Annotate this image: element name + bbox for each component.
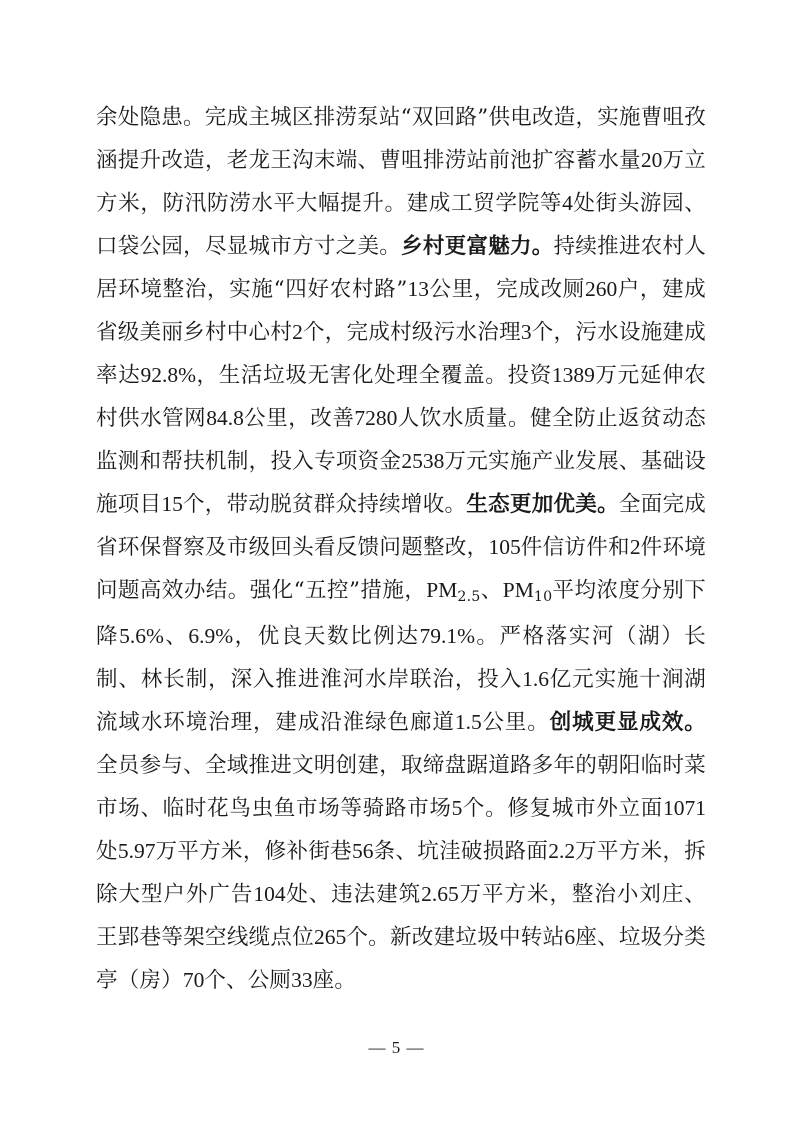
body-text: 、: [480, 578, 503, 603]
body-number: 56: [351, 839, 374, 863]
body-number: 13: [407, 277, 430, 301]
body-text: 个。修复城市外立面: [462, 796, 663, 821]
body-text: 、: [163, 624, 189, 649]
body-text: 户，建成省级美丽乡村中心村: [96, 277, 706, 345]
page-number: — 5 —: [368, 1038, 425, 1057]
body-number: 33: [291, 968, 313, 992]
body-text: 个，污水设施建成率达: [96, 320, 706, 388]
body-number: 260: [584, 277, 618, 301]
body-text: 公里，改善: [243, 406, 355, 431]
body-text: 件信访件和: [520, 535, 630, 560]
body-text: 万元延伸农村供水管网: [96, 363, 706, 431]
body-number: 92.8%: [140, 363, 196, 387]
body-number: 1071: [663, 796, 706, 820]
body-text: 座。: [312, 968, 357, 993]
body-text: 件环境问题高效办结。强化“五控”措施，: [96, 535, 706, 603]
body-text: 万平方米，拆除大型户外广告: [96, 839, 706, 907]
body-number: 7280: [354, 406, 398, 430]
body-number: 6.9%: [188, 624, 234, 648]
body-text: 个，带动脱贫群众持续增收。: [182, 492, 467, 517]
body-text: 万平方米，修补街巷: [155, 839, 352, 864]
body-emphasis: 乡村更富魅力。: [401, 234, 554, 259]
body-number: 5: [451, 796, 463, 820]
body-number: 15: [161, 492, 183, 516]
body-number: 104: [253, 882, 286, 906]
body-text: 全面完成省环保督察及市级回头看反馈问题整改，: [96, 492, 706, 560]
body-text: 座、垃圾分类亭（房）: [96, 925, 706, 993]
body-text: 万元实施产业发展、基础设施项目: [96, 449, 706, 517]
body-text: 万立方米，防汛防涝水平大幅提升。建成工贸学院等: [96, 148, 706, 216]
body-emphasis: 生态更加优美。: [466, 492, 619, 517]
body-subscript: 2.5: [457, 588, 481, 605]
body-number: 5.97: [117, 839, 156, 863]
body-number: 1.6: [522, 667, 549, 691]
body-number: 6: [564, 925, 576, 949]
body-number: 5.6%: [119, 624, 164, 648]
body-number: 2.2: [548, 839, 576, 863]
body-text: 亿元实施十涧湖流域水环境治理，建成沿淮绿色廊道: [96, 667, 706, 735]
body-text: ，优良天数比例达: [233, 624, 420, 649]
body-text: 条、坑洼破损路面: [373, 839, 549, 864]
body-text: 平均浓度分别下降: [96, 578, 706, 649]
body-number: 1.5: [454, 710, 482, 734]
body-number: 20: [640, 148, 663, 172]
body-text: 处: [96, 839, 118, 864]
body-number: 4: [562, 191, 573, 215]
body-text: 万平方米，整治小刘庄、王郢巷等架空线缆点位: [96, 882, 706, 950]
body-text: 余处隐患。完成主城区排涝泵站“双回路”供电改造，实施曹咀孜涵提升改造，老龙王沟末端、曹咀排涝站前池扩容蓄水量: [96, 105, 706, 173]
body-number: 2.65: [421, 882, 459, 906]
body-text: 持续推进农村人居环境整治，实施“四好农村路”: [96, 234, 707, 302]
body-number: PM: [426, 578, 458, 602]
body-text: 个。新改建垃圾中转站: [346, 925, 565, 950]
body-number: 2538: [401, 449, 445, 473]
body-text: 全员参与、全域推进文明创建，取缔盘踞道路多年的朝阳临时菜市场、临时花鸟虫鱼市场等骑路市场: [96, 753, 706, 821]
body-text: 公里。: [481, 710, 550, 735]
body-number: 1389: [551, 363, 595, 387]
body-number: 3: [520, 320, 532, 344]
body-number: 84.8: [206, 406, 244, 430]
body-number: 2: [629, 535, 641, 559]
body-number: 105: [488, 535, 521, 559]
body-number: 265: [314, 925, 347, 949]
body-emphasis: 创城更显成效。: [549, 710, 706, 735]
body-text: 个，完成村级污水治理: [302, 320, 521, 345]
body-subscript: 10: [533, 588, 553, 605]
page-body: [96, 96, 706, 1002]
body-text: ，生活垃圾无害化处理全覆盖。投资: [195, 363, 552, 388]
body-text: 处、违法建筑: [285, 882, 422, 907]
body-number: 2: [292, 320, 303, 344]
body-number: PM: [502, 578, 534, 602]
body-number: 79.1%: [419, 624, 475, 648]
body-text: 处街头游园、口袋公园，尽显城市方寸之美。: [96, 191, 707, 259]
body-text: 。严格落实河（湖）长制、林长制，深入推进淮河水岸联治，投入: [96, 624, 706, 692]
body-text: 公里，完成改厕: [429, 277, 585, 302]
body-number: 70: [182, 968, 205, 992]
body-text: 个、公厕: [204, 968, 292, 993]
body-text: 人饮水质量。健全防止返贫动态监测和帮扶机制，投入专项资金: [96, 406, 706, 474]
body-paragraph: [96, 96, 706, 1002]
